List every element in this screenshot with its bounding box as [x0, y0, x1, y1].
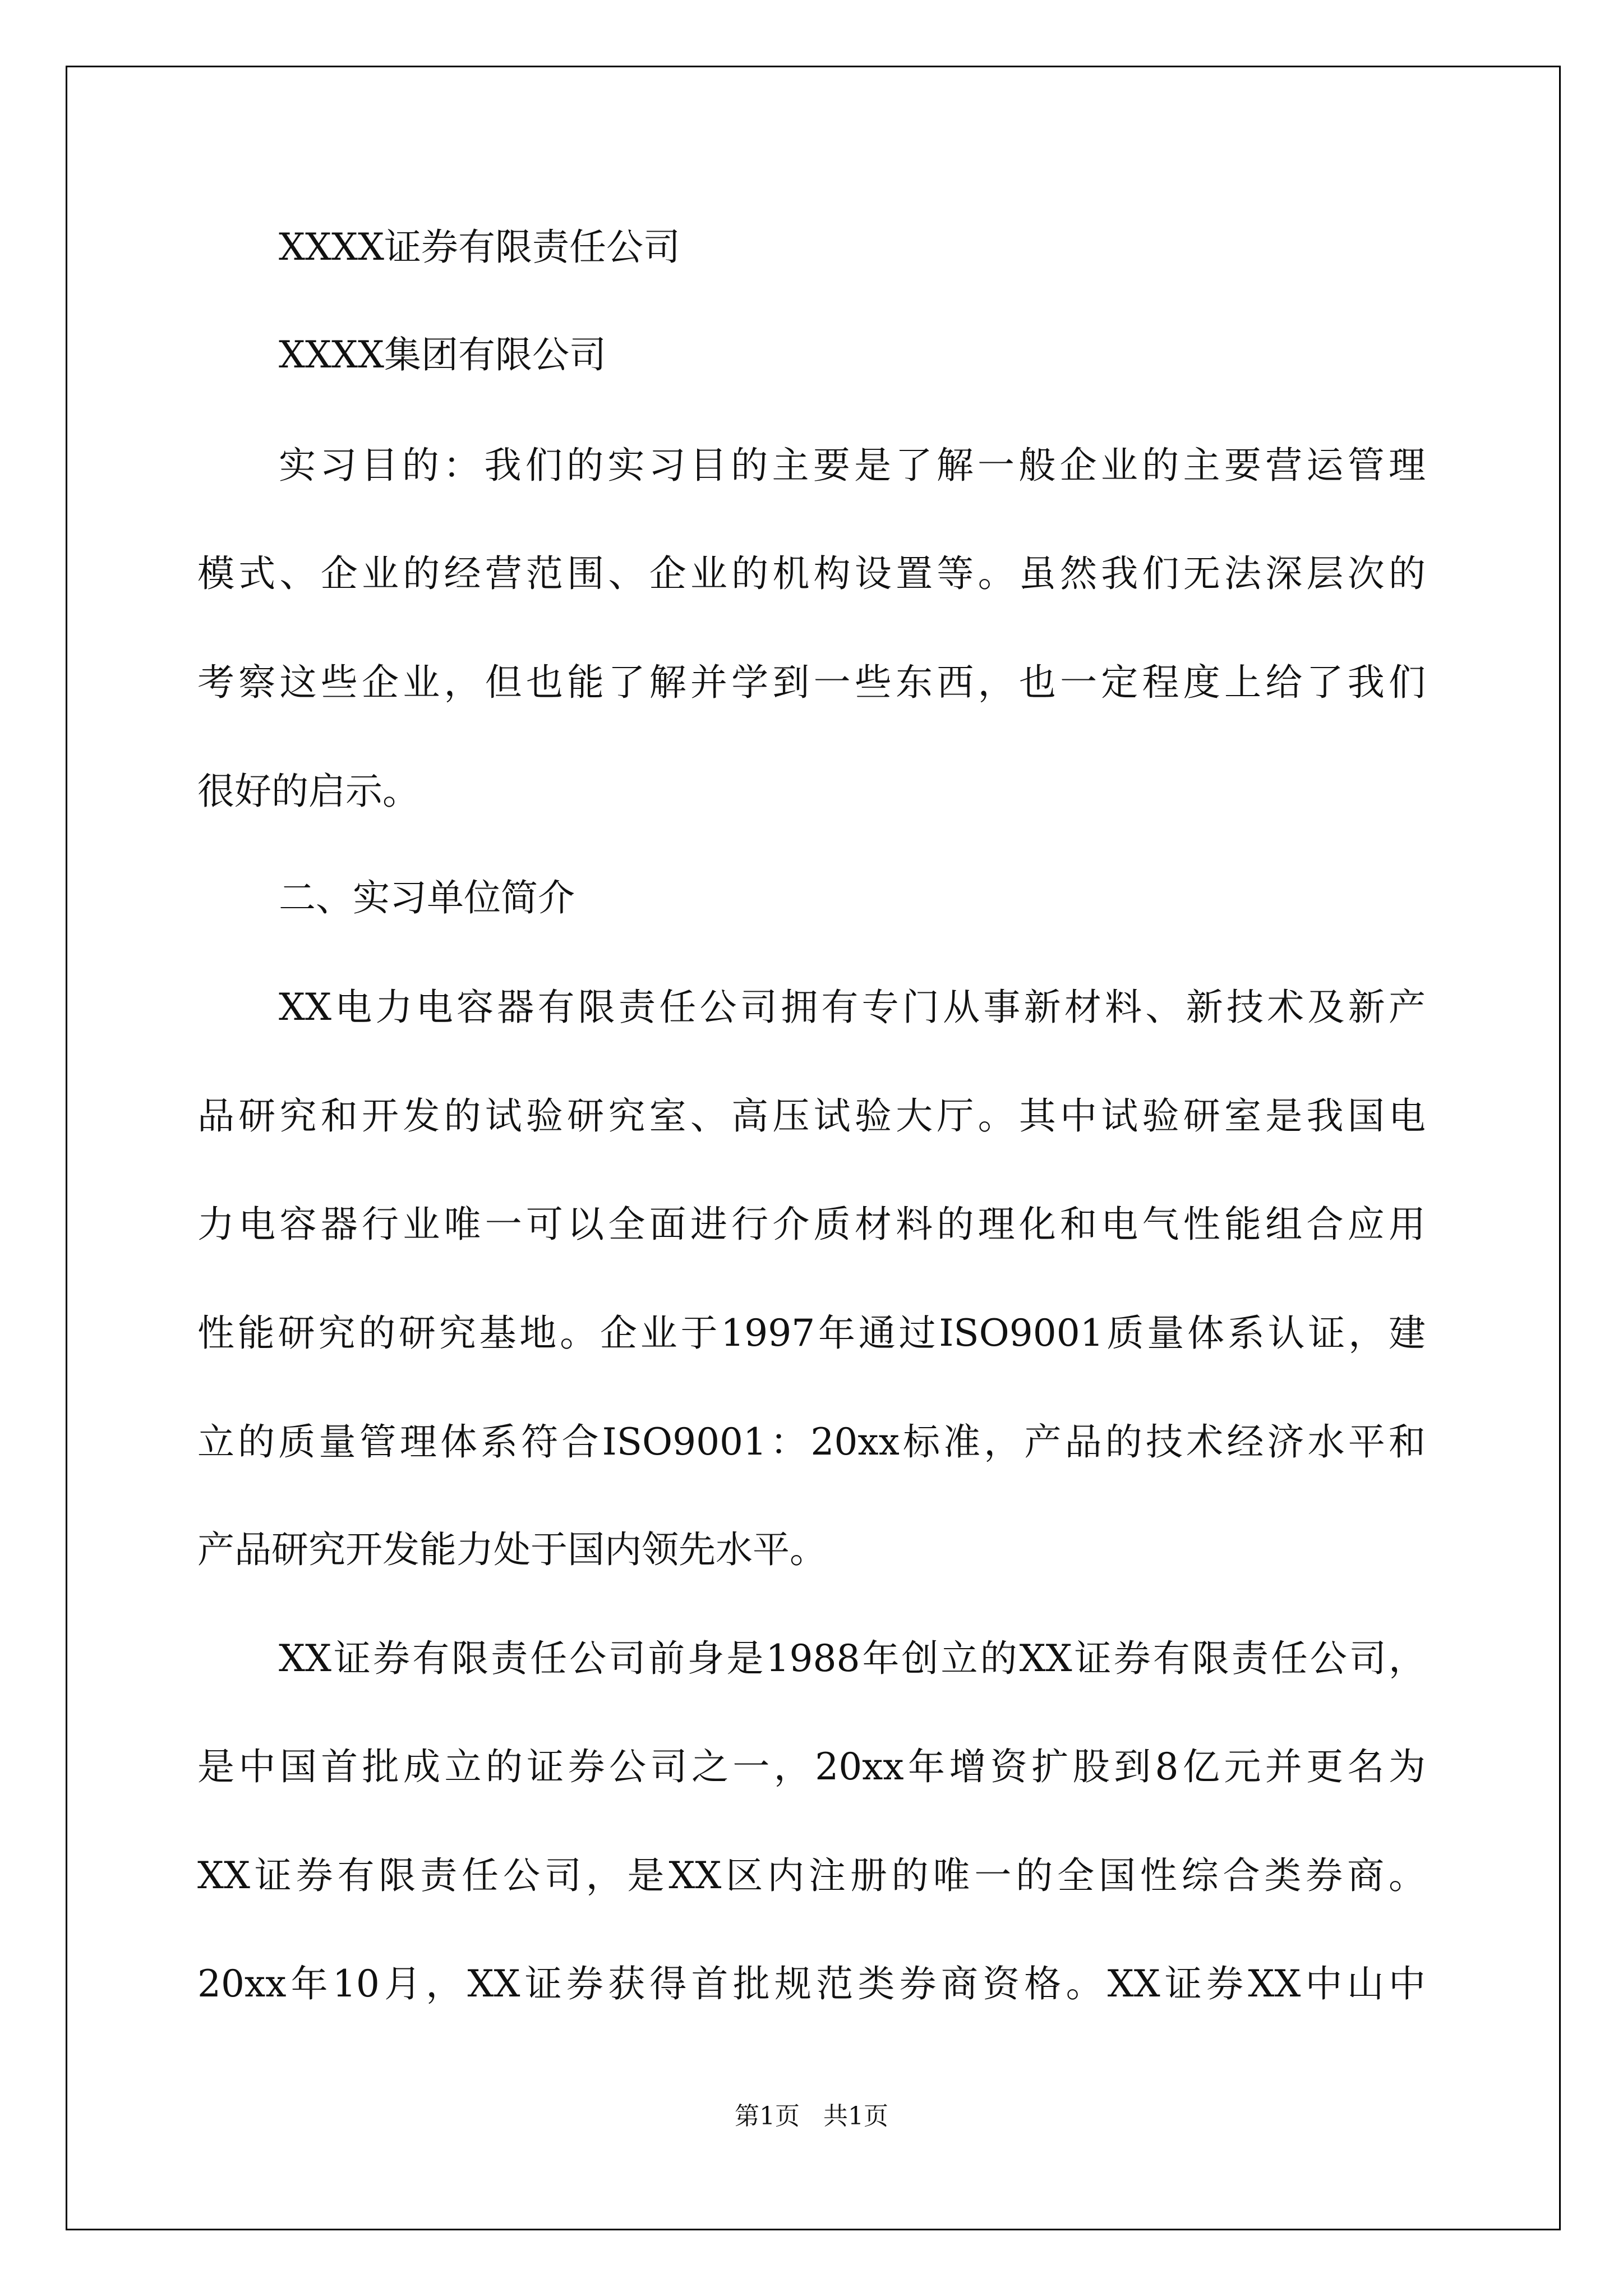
- paragraph-purpose-line-3: 考察这些企业，但也能了解并学到一些东西，也一定程度上给了我们: [197, 661, 1426, 704]
- paragraph-capacitor-line-1: XX电力电容器有限责任公司拥有专门从事新材料、新技术及新产: [279, 986, 1426, 1029]
- paragraph-purpose-line-4: 很好的启示。: [197, 770, 419, 813]
- company-name-line-2: XXXX集团有限公司: [279, 333, 606, 376]
- paragraph-capacitor-line-5: 立的质量管理体系符合ISO9001：20xx标准，产品的技术经济水平和: [197, 1420, 1426, 1464]
- paragraph-purpose-line-2: 模式、企业的经营范围、企业的机构设置等。虽然我们无法深层次的: [197, 552, 1426, 595]
- company-name-line-1: XXXX证券有限责任公司: [279, 226, 680, 269]
- paragraph-securities-line-2: 是中国首批成立的证券公司之一，20xx年增资扩股到8亿元并更名为: [197, 1745, 1426, 1788]
- paragraph-capacitor-line-3: 力电容器行业唯一可以全面进行介质材料的理化和电气性能组合应用: [197, 1203, 1426, 1246]
- paragraph-securities-line-3: XX证券有限责任公司，是XX区内注册的唯一的全国性综合类券商。: [197, 1854, 1426, 1897]
- paragraph-securities-line-1: XX证券有限责任公司前身是1988年创立的XX证券有限责任公司，: [279, 1637, 1426, 1680]
- paragraph-capacitor-line-4: 性能研究的研究基地。企业于1997年通过ISO9001质量体系认证，建: [197, 1312, 1426, 1355]
- paragraph-purpose-line-1: 实习目的：我们的实习目的主要是了解一般企业的主要营运管理: [279, 444, 1426, 487]
- paragraph-capacitor-line-6: 产品研究开发能力处于国内领先水平。: [197, 1528, 827, 1571]
- paragraph-securities-line-4: 20xx年10月，XX证券获得首批规范类券商资格。XX证券XX中山中: [197, 1962, 1426, 2005]
- page-border: [66, 66, 1561, 2230]
- section-heading: 二、实习单位简介: [279, 876, 575, 919]
- paragraph-capacitor-line-2: 品研究和开发的试验研究室、高压试验大厅。其中试验研室是我国电: [197, 1094, 1426, 1138]
- page-footer: 第1页 共1页: [735, 2102, 888, 2131]
